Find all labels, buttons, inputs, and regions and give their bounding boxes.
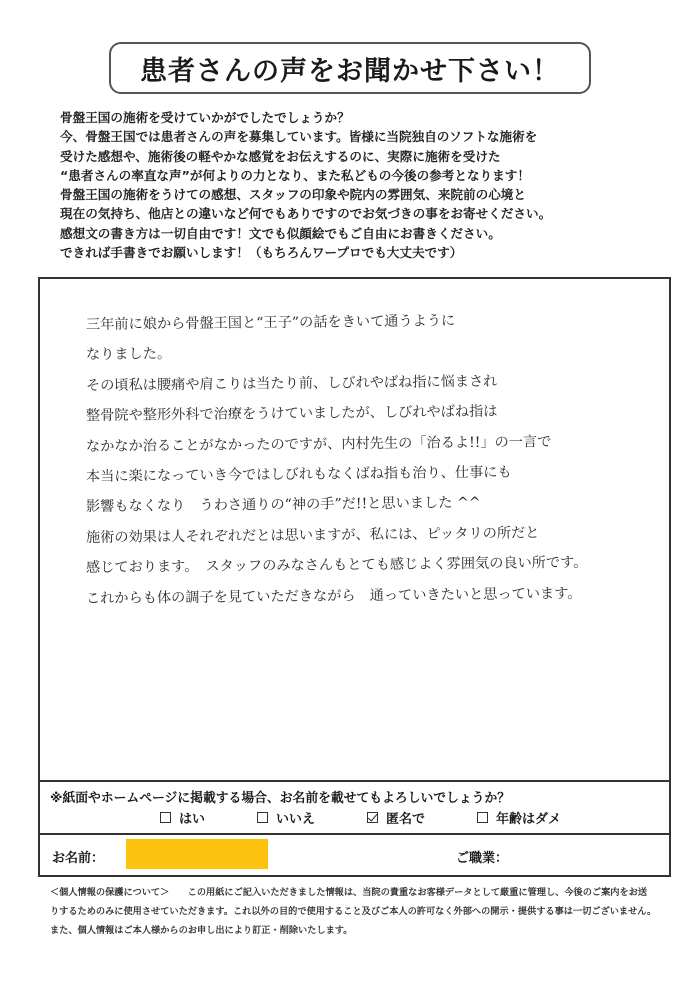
checkbox-checked[interactable]: [367, 812, 378, 823]
name-redaction: [126, 839, 268, 869]
option-yes[interactable]: [160, 808, 205, 827]
handwritten-line: 影響もなくなり うわさ通りの“神の手”だ!!と思いました ^^: [85, 495, 481, 516]
intro-line: 骨盤王国の施術をうけての感想、スタッフの印象や院内の雰囲気、来院前の心境と: [60, 187, 526, 203]
privacy-line: ＜個人情報の保護について＞ この用紙にご記入いただきました情報は、当院の貴重なお客様データとして厳重に管理し、今後のご案内をお送: [50, 887, 648, 898]
option-label: 匿名で: [386, 812, 426, 827]
job-label: ご職業：: [456, 851, 509, 866]
intro-line: 骨盤王国の施術を受けていかがでしたでしょうか？: [60, 110, 350, 125]
handwritten-line: これからも体の調子を見ていただきながら 通っていきたいと思っています。: [85, 585, 582, 607]
intro-line: 感想文の書き方は一切自由です！文でも似顔絵でもご自由にお書きください。: [60, 225, 501, 241]
intro-text: [60, 108, 660, 262]
privacy-line: りするためのみに使用させていただきます。これ以外の目的で使用すること及びご本人の許可なく外部への開示・提供する事は一切ございません。: [50, 906, 657, 917]
intro-line: できれば手書きでお願いします！（もちろんワープロでも大丈夫です）: [60, 245, 463, 261]
handwritten-line: なりました。: [85, 346, 172, 364]
handwritten-line: 三年前に娘から骨盤王国と“王子”の話をきいて通うように: [85, 313, 456, 333]
intro-line: 今、骨盤王国では患者さんの声を募集しています。皆様に当院独自のソフトな施術を: [60, 129, 538, 145]
handwritten-line: 整骨院や整形外科で治療をうけていましたが、しびれやばね指は: [85, 403, 498, 425]
privacy-notice: [50, 883, 670, 940]
title-box: [109, 42, 591, 94]
checkbox[interactable]: [160, 812, 171, 823]
option-no-age[interactable]: [477, 808, 561, 827]
intro-line: “患者さんの率直な声”が何よりの力となり、また私どもの今後の参考となります！: [60, 167, 530, 183]
checkbox[interactable]: [477, 812, 488, 823]
handwritten-line: 施術の効果は人それぞれだとは思いますが、私には、ピッタリの所だと: [85, 524, 540, 546]
checkbox[interactable]: [257, 812, 268, 823]
privacy-line: また、個人情報はご本人様からのお申し出により訂正・削除いたします。: [50, 925, 353, 936]
option-label: はい: [179, 812, 206, 827]
intro-line: 受けた感想や、施術後の軽やかな感覚をお伝えするのに、実際に施術を受けた: [60, 148, 501, 164]
page-title: 患者さんの声をお聞かせ下さい！: [140, 55, 560, 87]
divider: [38, 780, 671, 782]
intro-line: 現在の気持ち、他店との違いなど何でもありですのでお気づきの事をお寄せください。: [60, 206, 552, 222]
handwritten-line: なかなか治ることがなかったのですが、内村先生の「治るよ!!」の一言で: [85, 433, 552, 455]
option-label: いいえ: [276, 812, 316, 827]
handwritten-line: その頃私は腰痛や肩こりは当たり前、しびれやばね指に悩まされ: [85, 373, 498, 394]
handwritten-line: 本当に楽になっていき今ではしびれもなくばね指も治り、仕事にも: [85, 464, 512, 485]
consent-options: [160, 808, 613, 827]
divider: [38, 833, 671, 835]
handwritten-response: [86, 310, 646, 614]
handwritten-line: 感じております。 スタッフのみなさんもとても感じよく雰囲気の良い所です。: [85, 554, 588, 577]
name-label: お名前：: [52, 851, 105, 866]
option-no[interactable]: [257, 808, 315, 827]
option-anonymous[interactable]: [367, 808, 425, 827]
consent-question: ※紙面やホームページに掲載する場合、お名前を載せてもよろしいでしょうか？: [50, 791, 511, 806]
option-label: 年齢はダメ: [496, 812, 562, 827]
